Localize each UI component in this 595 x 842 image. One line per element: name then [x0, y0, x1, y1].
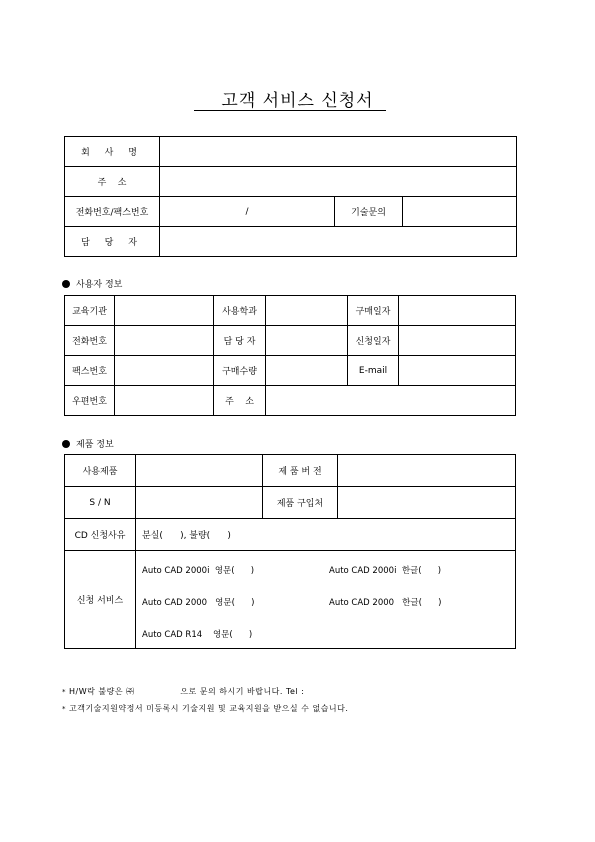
phone-fax-separator: /	[245, 206, 249, 217]
note-marker: *	[62, 705, 66, 713]
company-address-field[interactable]	[160, 167, 517, 197]
purchase-qty-label: 구매수량	[214, 356, 266, 386]
product-version-field[interactable]	[338, 455, 516, 487]
user-manager-field[interactable]	[266, 326, 348, 356]
product-section-title: 제품 정보	[76, 440, 114, 450]
note-hw-lock-text: H/W락 불량은 ㈜ 으로 문의 하시기 바랍니다. Tel :	[69, 687, 305, 696]
service-option-2000i-korean[interactable]: Auto CAD 2000i 한글( )	[329, 566, 442, 576]
note-hw-lock	[62, 686, 304, 697]
phone-fax-field[interactable]	[160, 197, 335, 227]
purchase-qty-field[interactable]	[266, 356, 348, 386]
cd-reason-field[interactable]: 분실( ), 불량( )	[136, 519, 516, 551]
institution-field[interactable]	[115, 296, 214, 326]
zip-field[interactable]	[115, 386, 214, 416]
product-table	[64, 454, 516, 649]
apply-date-label: 신청일자	[348, 326, 399, 356]
user-manager-label: 담 당 자	[214, 326, 266, 356]
note-support-agreement-text: 고객기술지원약정서 미등록시 기술지원 및 교육지원을 받으실 수 없습니다.	[69, 704, 349, 713]
title-underline	[194, 110, 386, 111]
user-fax-field[interactable]	[115, 356, 214, 386]
zip-label: 우편번호	[65, 386, 115, 416]
page-title: 고객 서비스 신청서	[221, 91, 374, 111]
purchase-date-field[interactable]	[399, 296, 516, 326]
department-label: 사용학과	[214, 296, 266, 326]
user-fax-label: 팩스번호	[65, 356, 115, 386]
tech-inquiry-label: 기술문의	[335, 197, 403, 227]
department-field[interactable]	[266, 296, 348, 326]
company-manager-label: 담 당 자	[65, 227, 160, 257]
institution-label: 교육기관	[65, 296, 115, 326]
apply-date-field[interactable]	[399, 326, 516, 356]
email-field[interactable]	[399, 356, 516, 386]
user-section-heading	[62, 277, 122, 290]
service-option-2000-korean[interactable]: Auto CAD 2000 한글( )	[329, 598, 442, 608]
tech-inquiry-field[interactable]	[403, 197, 517, 227]
company-name-label: 회 사 명	[65, 137, 160, 167]
user-section-title: 사용자 정보	[76, 280, 123, 290]
sn-label: S / N	[65, 487, 136, 519]
purchase-place-label: 제품 구입처	[263, 487, 338, 519]
email-label: E-mail	[348, 356, 399, 386]
product-version-label: 제 품 버 전	[263, 455, 338, 487]
company-table	[64, 136, 517, 257]
note-support-agreement	[62, 703, 348, 714]
product-used-label: 사용제품	[65, 455, 136, 487]
bullet-icon	[62, 280, 70, 288]
user-table	[64, 295, 516, 416]
service-option-2000i-english[interactable]: Auto CAD 2000i 영문( )	[142, 566, 255, 576]
bullet-icon	[62, 440, 70, 448]
user-phone-field[interactable]	[115, 326, 214, 356]
product-section-heading	[62, 437, 114, 450]
company-name-field[interactable]	[160, 137, 517, 167]
cd-reason-label: CD 신청사유	[65, 519, 136, 551]
user-phone-label: 전화번호	[65, 326, 115, 356]
service-label: 신청 서비스	[65, 551, 136, 649]
service-option-r14-english[interactable]: Auto CAD R14 영문( )	[142, 630, 253, 640]
service-option-2000-english[interactable]: Auto CAD 2000 영문( )	[142, 598, 255, 608]
sn-field[interactable]	[136, 487, 263, 519]
company-manager-field[interactable]	[160, 227, 517, 257]
purchase-place-field[interactable]	[338, 487, 516, 519]
note-marker: *	[62, 688, 66, 696]
product-used-field[interactable]	[136, 455, 263, 487]
purchase-date-label: 구매일자	[348, 296, 399, 326]
user-address-label: 주 소	[214, 386, 266, 416]
user-address-field[interactable]	[266, 386, 516, 416]
company-address-label: 주 소	[65, 167, 160, 197]
phone-fax-label: 전화번호/팩스번호	[65, 197, 160, 227]
